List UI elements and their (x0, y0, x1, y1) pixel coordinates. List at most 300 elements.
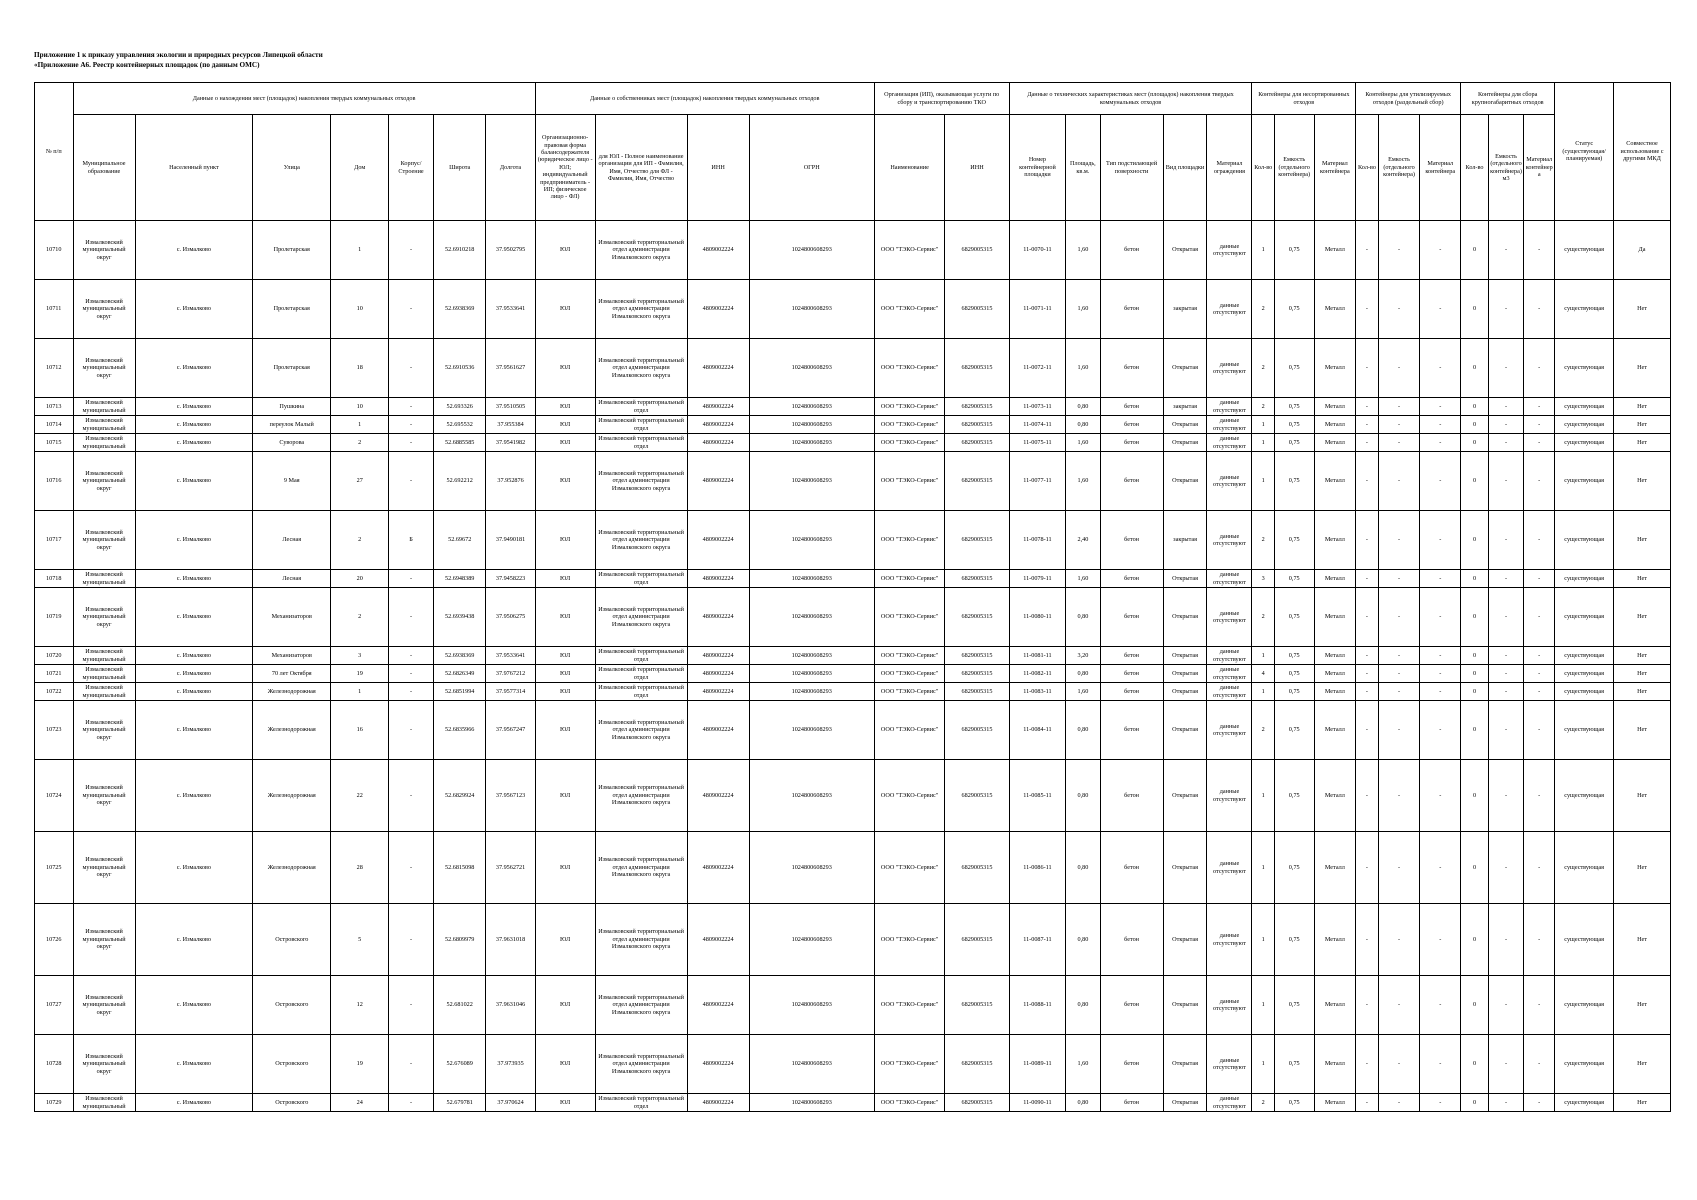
street-cell-text: Железнодорожная (267, 791, 316, 799)
fence-cell (1207, 701, 1252, 760)
bulky-count-cell (1461, 588, 1489, 647)
legal-form-cell-text: ЮЛ (560, 669, 571, 677)
building-cell (389, 434, 434, 452)
bulky-capacity-cell (1488, 221, 1523, 280)
operator-inn-cell (945, 221, 1009, 280)
unsorted-capacity-cell-text: 0,75 (1288, 574, 1300, 582)
row-number (35, 701, 74, 760)
unsorted-material-cell (1314, 452, 1356, 511)
row-number (35, 221, 74, 280)
bulky-material-cell-text: - (1538, 613, 1541, 621)
settlement-cell-text: с. Измалково (176, 1098, 211, 1106)
site-number-cell (1009, 1094, 1066, 1112)
settlement-cell-text: с. Измалково (176, 935, 211, 943)
header-num: № п/п (35, 83, 74, 221)
fence-cell-text: данные отсутствуют (1213, 571, 1246, 586)
sorted-count-cell (1356, 416, 1378, 434)
fence-cell (1207, 416, 1252, 434)
owner-name-cell (595, 832, 687, 904)
longitude-cell (486, 1035, 535, 1094)
status-cell (1555, 832, 1614, 904)
bulky-capacity-cell-text: - (1505, 574, 1508, 582)
street-cell (253, 701, 331, 760)
owner-name-cell (595, 570, 687, 588)
building-cell (389, 511, 434, 570)
bulky-material-cell-text: - (1538, 477, 1541, 485)
house-cell-text: 2 (358, 438, 362, 446)
house-cell (331, 416, 389, 434)
owner-inn-cell (687, 683, 749, 701)
unsorted-material-cell (1314, 683, 1356, 701)
unsorted-capacity-cell (1274, 339, 1314, 398)
operator-inn-cell-text: 6829005315 (961, 669, 993, 677)
header-unsorted-capacity: Емкость (отдельного контейнера) (1274, 115, 1314, 221)
owner-name-cell-text: Измалковский территориальный отдел (598, 648, 684, 663)
legal-form-cell (535, 416, 595, 434)
operator-name-cell-text: ООО "ТЭКО-Сервис" (880, 420, 939, 428)
site-type-cell (1163, 511, 1207, 570)
shared-use-cell-text: Нет (1637, 935, 1647, 943)
shared-use-cell-text: Нет (1637, 726, 1647, 734)
site-number-cell-text: 11-0084-11 (1023, 726, 1052, 734)
header-group-bulky: Контейнеры для сбора крупногабаритных отходов (1461, 83, 1555, 115)
latitude-cell-text: 52.6939438 (445, 613, 475, 621)
owner-inn-cell (687, 760, 749, 832)
table-row (35, 683, 1671, 701)
row-number-text: 10713 (46, 402, 62, 410)
street-cell (253, 1094, 331, 1112)
fence-cell (1207, 398, 1252, 416)
sorted-count-cell-text: - (1365, 305, 1368, 313)
area-cell (1066, 339, 1100, 398)
site-number-cell-text: 11-0088-11 (1023, 1001, 1052, 1009)
owner-ogrn-cell (749, 647, 874, 665)
owner-name-cell (595, 511, 687, 570)
owner-name-cell-text: Измалковский территориальный отдел администрации Измалковского округа (598, 605, 684, 628)
surface-cell (1100, 904, 1163, 976)
table-row (35, 1094, 1671, 1112)
sorted-material-cell-text: - (1439, 438, 1442, 446)
longitude-cell (486, 976, 535, 1035)
area-cell (1066, 511, 1100, 570)
operator-name-cell-text: ООО "ТЭКО-Сервис" (880, 402, 939, 410)
unsorted-count-cell (1252, 904, 1274, 976)
area-cell (1066, 701, 1100, 760)
unsorted-material-cell-text: Металл (1324, 613, 1345, 621)
owner-ogrn-cell-text: 1024800608293 (791, 402, 832, 410)
unsorted-capacity-cell-text: 0,75 (1288, 536, 1300, 544)
sorted-material-cell (1420, 398, 1461, 416)
row-number (35, 416, 74, 434)
sorted-count-cell-text: - (1365, 246, 1368, 254)
bulky-capacity-cell-text: - (1505, 1001, 1508, 1009)
unsorted-material-cell (1314, 665, 1356, 683)
operator-name-cell-text: ООО "ТЭКО-Сервис" (880, 438, 939, 446)
street-cell (253, 280, 331, 339)
owner-name-cell (595, 665, 687, 683)
unsorted-count-cell (1252, 570, 1274, 588)
building-cell (389, 976, 434, 1035)
owner-inn-cell (687, 511, 749, 570)
surface-cell-text: бетон (1124, 364, 1139, 372)
operator-name-cell (874, 1035, 945, 1094)
surface-cell-text: бетон (1124, 726, 1139, 734)
owner-ogrn-cell-text: 1024800608293 (791, 726, 832, 734)
owner-name-cell-text: Измалковский территориальный отдел (598, 399, 684, 414)
sorted-capacity-cell-text: - (1398, 791, 1401, 799)
site-number-cell-text: 11-0073-11 (1023, 402, 1052, 410)
status-cell-text: существующая (1564, 1098, 1604, 1106)
fence-cell-text: данные отсутствуют (1213, 860, 1246, 875)
municipality-cell (73, 452, 135, 511)
site-number-cell (1009, 434, 1066, 452)
bulky-material-cell-text: - (1538, 791, 1541, 799)
unsorted-count-cell-text: 1 (1261, 420, 1265, 428)
legal-form-cell-text: ЮЛ (560, 651, 571, 659)
sorted-capacity-cell-text: - (1398, 574, 1401, 582)
municipality-cell-text: Измалковский муниципальный (82, 399, 126, 414)
owner-name-cell (595, 339, 687, 398)
sorted-capacity-cell-text: - (1398, 935, 1401, 943)
building-cell (389, 452, 434, 511)
bulky-material-cell (1524, 665, 1555, 683)
shared-use-cell (1614, 904, 1671, 976)
header-status: Статус (существующая/планируемая) (1555, 83, 1614, 221)
latitude-cell (434, 434, 486, 452)
status-cell (1555, 280, 1614, 339)
site-number-cell-text: 11-0090-11 (1023, 1098, 1052, 1106)
operator-name-cell (874, 976, 945, 1035)
surface-cell-text: бетон (1124, 420, 1139, 428)
unsorted-capacity-cell (1274, 398, 1314, 416)
municipality-cell-text: Измалковский муниципальный (82, 417, 126, 432)
status-cell-text: существующая (1564, 402, 1604, 410)
unsorted-count-cell-text: 1 (1261, 1001, 1265, 1009)
building-cell-text: - (410, 935, 413, 943)
building-cell-text: - (410, 687, 413, 695)
bulky-material-cell-text: - (1538, 438, 1541, 446)
sorted-material-cell (1420, 570, 1461, 588)
unsorted-material-cell (1314, 976, 1356, 1035)
street-cell-text: Механизаторов (271, 613, 312, 621)
status-cell-text: существующая (1564, 477, 1604, 485)
latitude-cell (434, 683, 486, 701)
row-number-text: 10711 (46, 305, 62, 313)
operator-inn-cell (945, 570, 1009, 588)
sorted-count-cell-text: - (1365, 687, 1368, 695)
building-cell-text: - (410, 574, 413, 582)
unsorted-material-cell (1314, 701, 1356, 760)
sorted-material-cell-text: - (1439, 364, 1442, 372)
site-type-cell (1163, 416, 1207, 434)
owner-ogrn-cell-text: 1024800608293 (791, 536, 832, 544)
owner-ogrn-cell (749, 280, 874, 339)
header-owner-name: для ЮЛ - Полное наименование организации для ИП - Фамилия, Имя, Отчество для ФЛ - Фамилия, Имя, Отчество (595, 115, 687, 221)
header-group-location: Данные о нахождении мест (площадок) накопления твердых коммунальных отходов (73, 83, 535, 115)
owner-name-cell-text: Измалковский территориальный отдел (598, 684, 684, 699)
site-number-cell-text: 11-0071-11 (1023, 305, 1052, 313)
shared-use-cell (1614, 1035, 1671, 1094)
longitude-cell-text: 37.9767212 (495, 669, 526, 677)
operator-inn-cell (945, 832, 1009, 904)
unsorted-count-cell (1252, 1094, 1274, 1112)
shared-use-cell (1614, 701, 1671, 760)
fence-cell (1207, 452, 1252, 511)
header-legal-form: Организационно-правовая форма балансодержателя (юридическое лицо - ЮЛ; индивидуальный предприниматель - ИП; физическое лицо - ФЛ) (535, 115, 595, 221)
house-cell-text: 10 (356, 402, 363, 410)
municipality-cell-text: Измалковский муниципальный (82, 666, 126, 681)
municipality-cell (73, 416, 135, 434)
area-cell (1066, 452, 1100, 511)
sorted-capacity-cell-text: - (1398, 863, 1401, 871)
bulky-capacity-cell-text: - (1505, 1060, 1508, 1068)
owner-ogrn-cell (749, 570, 874, 588)
owner-inn-cell-text: 4809002224 (702, 1001, 734, 1009)
sorted-count-cell-text: - (1365, 613, 1368, 621)
municipality-cell-text: Измалковский муниципальный (82, 1095, 126, 1110)
fence-cell-text: данные отсутствуют (1213, 1056, 1246, 1071)
sorted-count-cell-text: - (1365, 1001, 1368, 1009)
unsorted-count-cell (1252, 1035, 1274, 1094)
owner-inn-cell-text: 4809002224 (702, 687, 734, 695)
sorted-count-cell-text: - (1365, 438, 1368, 446)
settlement-cell (135, 832, 253, 904)
header-sorted-material: Материал контейнера (1420, 115, 1461, 221)
site-type-cell-text: Открытая (1172, 438, 1198, 446)
header-bulky-capacity: Емкость (отдельного контейнера) м3 (1488, 115, 1523, 221)
longitude-cell-text: 37.9533641 (495, 305, 526, 313)
fence-cell-text: данные отсутствуют (1213, 666, 1246, 681)
owner-inn-cell-text: 4809002224 (702, 402, 734, 410)
bulky-material-cell (1524, 398, 1555, 416)
building-cell (389, 832, 434, 904)
street-cell-text: Железнодорожная (267, 687, 316, 695)
site-type-cell-text: Открытая (1172, 1098, 1198, 1106)
unsorted-material-cell-text: Металл (1324, 791, 1345, 799)
sorted-capacity-cell-text: - (1398, 1060, 1401, 1068)
operator-name-cell (874, 904, 945, 976)
sorted-material-cell (1420, 280, 1461, 339)
legal-form-cell (535, 904, 595, 976)
operator-inn-cell-text: 6829005315 (961, 1098, 993, 1106)
bulky-material-cell (1524, 511, 1555, 570)
site-number-cell-text: 11-0080-11 (1023, 613, 1052, 621)
sorted-capacity-cell-text: - (1398, 477, 1401, 485)
unsorted-count-cell-text: 1 (1261, 1060, 1265, 1068)
table-row (35, 1035, 1671, 1094)
area-cell (1066, 683, 1100, 701)
operator-inn-cell-text: 6829005315 (961, 791, 993, 799)
owner-name-cell (595, 1094, 687, 1112)
unsorted-capacity-cell-text: 0,75 (1288, 1060, 1300, 1068)
fence-cell-text: данные отсутствуют (1213, 399, 1246, 414)
shared-use-cell-text: Нет (1637, 1098, 1647, 1106)
operator-name-cell (874, 398, 945, 416)
operator-inn-cell (945, 280, 1009, 339)
site-type-cell (1163, 665, 1207, 683)
site-type-cell (1163, 452, 1207, 511)
status-cell-text: существующая (1564, 574, 1604, 582)
shared-use-cell-text: Нет (1637, 305, 1647, 313)
shared-use-cell-text: Нет (1637, 669, 1647, 677)
unsorted-material-cell-text: Металл (1324, 438, 1345, 446)
site-type-cell (1163, 280, 1207, 339)
bulky-count-cell (1461, 416, 1489, 434)
area-cell-text: 0,80 (1077, 1098, 1089, 1106)
operator-name-cell (874, 588, 945, 647)
longitude-cell-text: 37.955384 (497, 420, 524, 428)
area-cell-text: 0,80 (1077, 1001, 1089, 1009)
site-number-cell (1009, 588, 1066, 647)
surface-cell (1100, 511, 1163, 570)
fence-cell (1207, 647, 1252, 665)
latitude-cell (434, 1094, 486, 1112)
area-cell (1066, 832, 1100, 904)
unsorted-count-cell (1252, 976, 1274, 1035)
sorted-material-cell (1420, 760, 1461, 832)
area-cell (1066, 280, 1100, 339)
row-number (35, 760, 74, 832)
unsorted-count-cell (1252, 665, 1274, 683)
longitude-cell-text: 37.9490181 (495, 536, 526, 544)
sorted-count-cell (1356, 452, 1378, 511)
owner-ogrn-cell-text: 1024800608293 (791, 687, 832, 695)
area-cell-text: 0,80 (1077, 726, 1089, 734)
header-group-sorted: Контейнеры для утилизируемых отходов (раздельный сбор) (1356, 83, 1461, 115)
latitude-cell-text: 52.69672 (448, 536, 472, 544)
bulky-capacity-cell (1488, 683, 1523, 701)
operator-name-cell (874, 452, 945, 511)
header-surface: Тип подстилающей поверхности (1100, 115, 1163, 221)
sorted-count-cell (1356, 280, 1378, 339)
unsorted-count-cell-text: 2 (1261, 726, 1265, 734)
table-row (35, 452, 1671, 511)
sorted-capacity-cell (1378, 647, 1420, 665)
surface-cell-text: бетон (1124, 651, 1139, 659)
bulky-material-cell-text: - (1538, 402, 1541, 410)
bulky-material-cell-text: - (1538, 536, 1541, 544)
operator-inn-cell (945, 904, 1009, 976)
building-cell-text: - (410, 246, 413, 254)
settlement-cell (135, 452, 253, 511)
site-number-cell-text: 11-0085-11 (1023, 791, 1052, 799)
bulky-capacity-cell-text: - (1505, 669, 1508, 677)
status-cell-text: существующая (1564, 687, 1604, 695)
site-number-cell-text: 11-0070-11 (1023, 246, 1052, 254)
legal-form-cell-text: ЮЛ (560, 536, 571, 544)
header-sorted-capacity: Емкость (отдельного контейнера) (1378, 115, 1420, 221)
operator-name-cell (874, 339, 945, 398)
legal-form-cell-text: ЮЛ (560, 477, 571, 485)
shared-use-cell-text: Нет (1637, 402, 1647, 410)
site-type-cell-text: Открытая (1172, 935, 1198, 943)
header-unsorted-count: Кол-во (1252, 115, 1274, 221)
fence-cell (1207, 665, 1252, 683)
unsorted-capacity-cell-text: 0,75 (1288, 1001, 1300, 1009)
row-number (35, 434, 74, 452)
unsorted-material-cell (1314, 647, 1356, 665)
latitude-cell-text: 52.6948389 (445, 574, 475, 582)
sorted-count-cell-text: - (1365, 1098, 1368, 1106)
table-row (35, 976, 1671, 1035)
surface-cell-text: бетон (1124, 1098, 1139, 1106)
status-cell (1555, 701, 1614, 760)
house-cell-text: 27 (356, 477, 363, 485)
unsorted-material-cell (1314, 434, 1356, 452)
sorted-capacity-cell-text: - (1398, 1098, 1401, 1106)
owner-inn-cell (687, 665, 749, 683)
building-cell-text: - (410, 651, 413, 659)
unsorted-count-cell (1252, 221, 1274, 280)
area-cell-text: 0,80 (1077, 791, 1089, 799)
building-cell-text: - (410, 726, 413, 734)
legal-form-cell-text: ЮЛ (560, 574, 571, 582)
site-type-cell (1163, 221, 1207, 280)
latitude-cell-text: 52.6809979 (445, 935, 475, 943)
unsorted-material-cell (1314, 1035, 1356, 1094)
owner-name-cell (595, 452, 687, 511)
surface-cell-text: бетон (1124, 305, 1139, 313)
sorted-count-cell (1356, 570, 1378, 588)
longitude-cell-text: 37.9567123 (495, 791, 526, 799)
bulky-material-cell-text: - (1538, 305, 1541, 313)
owner-ogrn-cell (749, 416, 874, 434)
fence-cell (1207, 511, 1252, 570)
row-number (35, 904, 74, 976)
house-cell-text: 3 (358, 651, 362, 659)
unsorted-capacity-cell (1274, 832, 1314, 904)
operator-inn-cell-text: 6829005315 (961, 305, 993, 313)
operator-name-cell (874, 280, 945, 339)
owner-inn-cell-text: 4809002224 (702, 305, 734, 313)
sorted-count-cell (1356, 701, 1378, 760)
row-number (35, 452, 74, 511)
settlement-cell-text: с. Измалково (176, 477, 211, 485)
sorted-capacity-cell (1378, 452, 1420, 511)
operator-inn-cell (945, 760, 1009, 832)
building-cell-text: - (410, 305, 413, 313)
shared-use-cell-text: Нет (1637, 536, 1647, 544)
street-cell-text: 70 лет Октября (271, 669, 312, 677)
latitude-cell-text: 52.6826349 (445, 669, 475, 677)
shared-use-cell (1614, 434, 1671, 452)
bulky-capacity-cell (1488, 647, 1523, 665)
operator-inn-cell-text: 6829005315 (961, 613, 993, 621)
site-type-cell (1163, 570, 1207, 588)
bulky-count-cell (1461, 434, 1489, 452)
site-type-cell (1163, 1094, 1207, 1112)
latitude-cell (434, 904, 486, 976)
operator-inn-cell-text: 6829005315 (961, 536, 993, 544)
owner-ogrn-cell (749, 1094, 874, 1112)
house-cell (331, 1035, 389, 1094)
site-number-cell (1009, 665, 1066, 683)
site-number-cell-text: 11-0081-11 (1023, 651, 1052, 659)
row-number (35, 683, 74, 701)
site-type-cell-text: Открытая (1172, 687, 1198, 695)
sorted-capacity-cell-text: - (1398, 726, 1401, 734)
operator-inn-cell-text: 6829005315 (961, 1001, 993, 1009)
legal-form-cell-text: ЮЛ (560, 420, 571, 428)
owner-ogrn-cell-text: 1024800608293 (791, 935, 832, 943)
unsorted-count-cell-text: 1 (1261, 687, 1265, 695)
table-row (35, 221, 1671, 280)
site-type-cell-text: Открытая (1172, 651, 1198, 659)
settlement-cell (135, 1094, 253, 1112)
legal-form-cell (535, 280, 595, 339)
legal-form-cell (535, 1094, 595, 1112)
sorted-count-cell-text: - (1365, 536, 1368, 544)
